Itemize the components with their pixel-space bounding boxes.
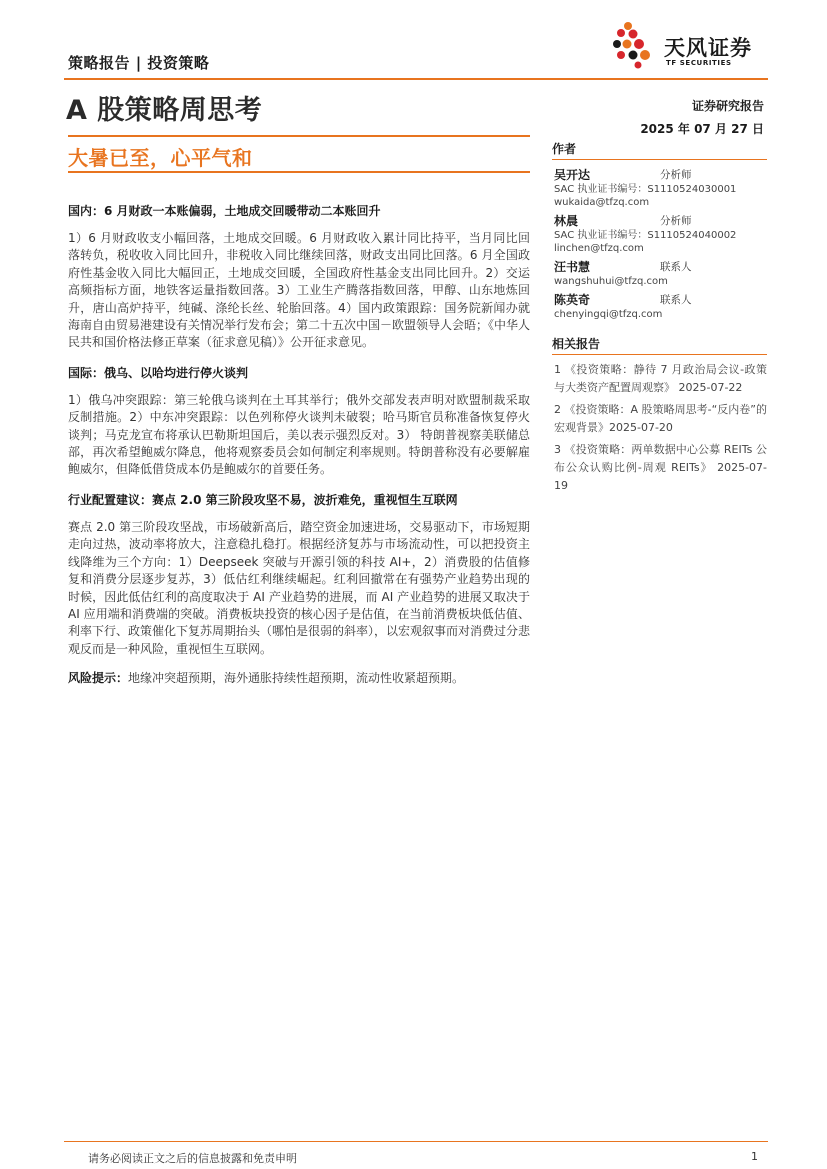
author-cert: SAC 执业证书编号：S1110524030001 [554,184,737,195]
subtitle-top-divider [68,135,530,137]
related-reports-heading: 相关报告 [552,335,767,355]
author-cert: SAC 执业证书编号：S1110524040002 [554,230,737,241]
logo-name-cn: 天风证券 [664,36,752,60]
section-heading-industry: 行业配置建议：赛点 2.0 第三阶段攻坚不易，波折难免，重视恒生互联网 [68,492,458,507]
related-report-item[interactable]: 1 《投资策略：静待 7 月政治局会议-政策与大类资产配置周观察》 2025-07-22 [554,363,767,394]
author-role: 联系人 [660,294,692,306]
section-heading-domestic: 国内：6 月财政一本账偏弱，土地成交回暖带动二本账回升 [68,204,381,218]
author-entry [552,212,767,255]
section-body-domestic: 1）6 月财政收支小幅回落，土地成交回暖。6 月财政收入累计同比持平，当月同比回落转负，税收收入同比回升，非税收入同比继续回落，财政支出同比回落。6 月全国政府性基金收入同比大幅回正，土地成交回暖，全国政府性基金支出同比回升。2）交运高频指标方面，地铁客运量指数回落。3）工业生产腾落指数回落，甲醇、山东地炼回升，唐山高炉持平，纯碱、涤纶长丝、轮胎回落。4）国内政策跟踪：国务院新闻办就海南自由贸易港建设有关情况举行发布会；第二十五次中国－欧盟领导人会晤；《中华人民共和国价格法修正草案（征求意见稿）》公开征求意见。 [68,231,531,350]
related-report-item[interactable]: 3 《投资策略：两单数据中心公募 REITs 公布公众认购比例-周观 REITs》 2025-07-19 [554,443,767,492]
author-role: 联系人 [660,261,692,273]
company-logo [610,20,770,70]
logo-name-en: TF SECURITIES [666,59,732,67]
author-email[interactable]: wukaida@tfzq.com [554,197,650,208]
author-email[interactable]: wangshuhui@tfzq.com [554,276,668,287]
author-name: 吴开达 [554,168,591,182]
risk-warning [68,670,530,687]
risk-label: 风险提示： [68,671,129,686]
author-email[interactable]: linchen@tfzq.com [554,243,644,254]
author-role: 分析师 [660,169,692,181]
related-report-item[interactable]: 2 《投资策略：A 股策略周思考-“反内卷”的宏观背景》2025-07-20 [554,403,767,434]
report-type: 证券研究报告 [691,99,764,113]
author-entry [552,258,767,288]
risk-text: 地缘冲突超预期，海外通胀持续性超预期，流动性收紧超预期。 [128,671,465,686]
section-body-industry: 赛点 2.0 第三阶段攻坚战，市场破新高后，踏空资金加速进场，交易驱动下，市场短期走向过热，波动率将放大，注意稳扎稳打。根据经济复苏与市场流动性，可以把投资主线降维为三个方向：1）Deepseek 突破与开源引领的科技 AI+，2）消费股的估值修复和消费分层逐步复苏，3）低估红利继续崛起。红利回撤常在有强势产业趋势出现的时候，因此低估红利的高度取决于 AI 产业趋势的进展，而 AI 产业趋势的进展又取决于 AI 应用端和消费端的突破。消费板块投资的核心因子是估值，在当前消费板块低估值、利率下行、政策催化下复苏周期抬头（哪怕是很弱的斜率），以宏观叙事而对消费过分悲观反而是一种风险，重视恒生互联网。 [68,519,531,656]
authors-heading: 作者 [552,140,767,160]
section-body-international: 1）俄乌冲突跟踪：第三轮俄乌谈判在土耳其举行；俄外交部发表声明对欧盟制裁采取反制措施。2）中东冲突跟踪：以色列称停火谈判未破裂；哈马斯官员称准备恢复停火谈判；马克龙宣布将承认巴勒斯坦国后，美以表示强烈反对。3） 特朗普视察美联储总部，再次希望鲍威尔降息，他将观察委员会如何制定利率规则。特朗普称没有必要解雇鲍威尔，但降低借贷成本仍是鲍威尔的首要任务。 [68,392,530,477]
footer-disclaimer: 请务必阅读正文之后的信息披露和免责申明 [88,1152,297,1165]
page-title: A 股策略周思考 [66,95,263,126]
author-name: 林晨 [554,214,579,228]
page-subtitle: 大暑已至，心平气和 [68,146,253,170]
report-category: 策略报告 | 投资策略 [68,54,210,72]
author-entry [552,291,767,321]
page-number: 1 [751,1150,758,1163]
author-entry [552,166,767,209]
author-name: 汪书慧 [554,260,591,274]
report-date: 2025 年 07 月 27 日 [640,122,764,136]
header-divider [64,78,768,80]
main-content [68,202,530,700]
author-email[interactable]: chenyingqi@tfzq.com [554,309,663,320]
logo-mark-icon [610,20,660,70]
section-heading-international: 国际：俄乌、以哈均进行停火谈判 [68,365,249,380]
footer-divider [64,1141,768,1142]
author-name: 陈英奇 [554,293,591,307]
author-role: 分析师 [660,215,692,227]
subtitle-bottom-divider [68,171,530,173]
sidebar [552,140,767,499]
